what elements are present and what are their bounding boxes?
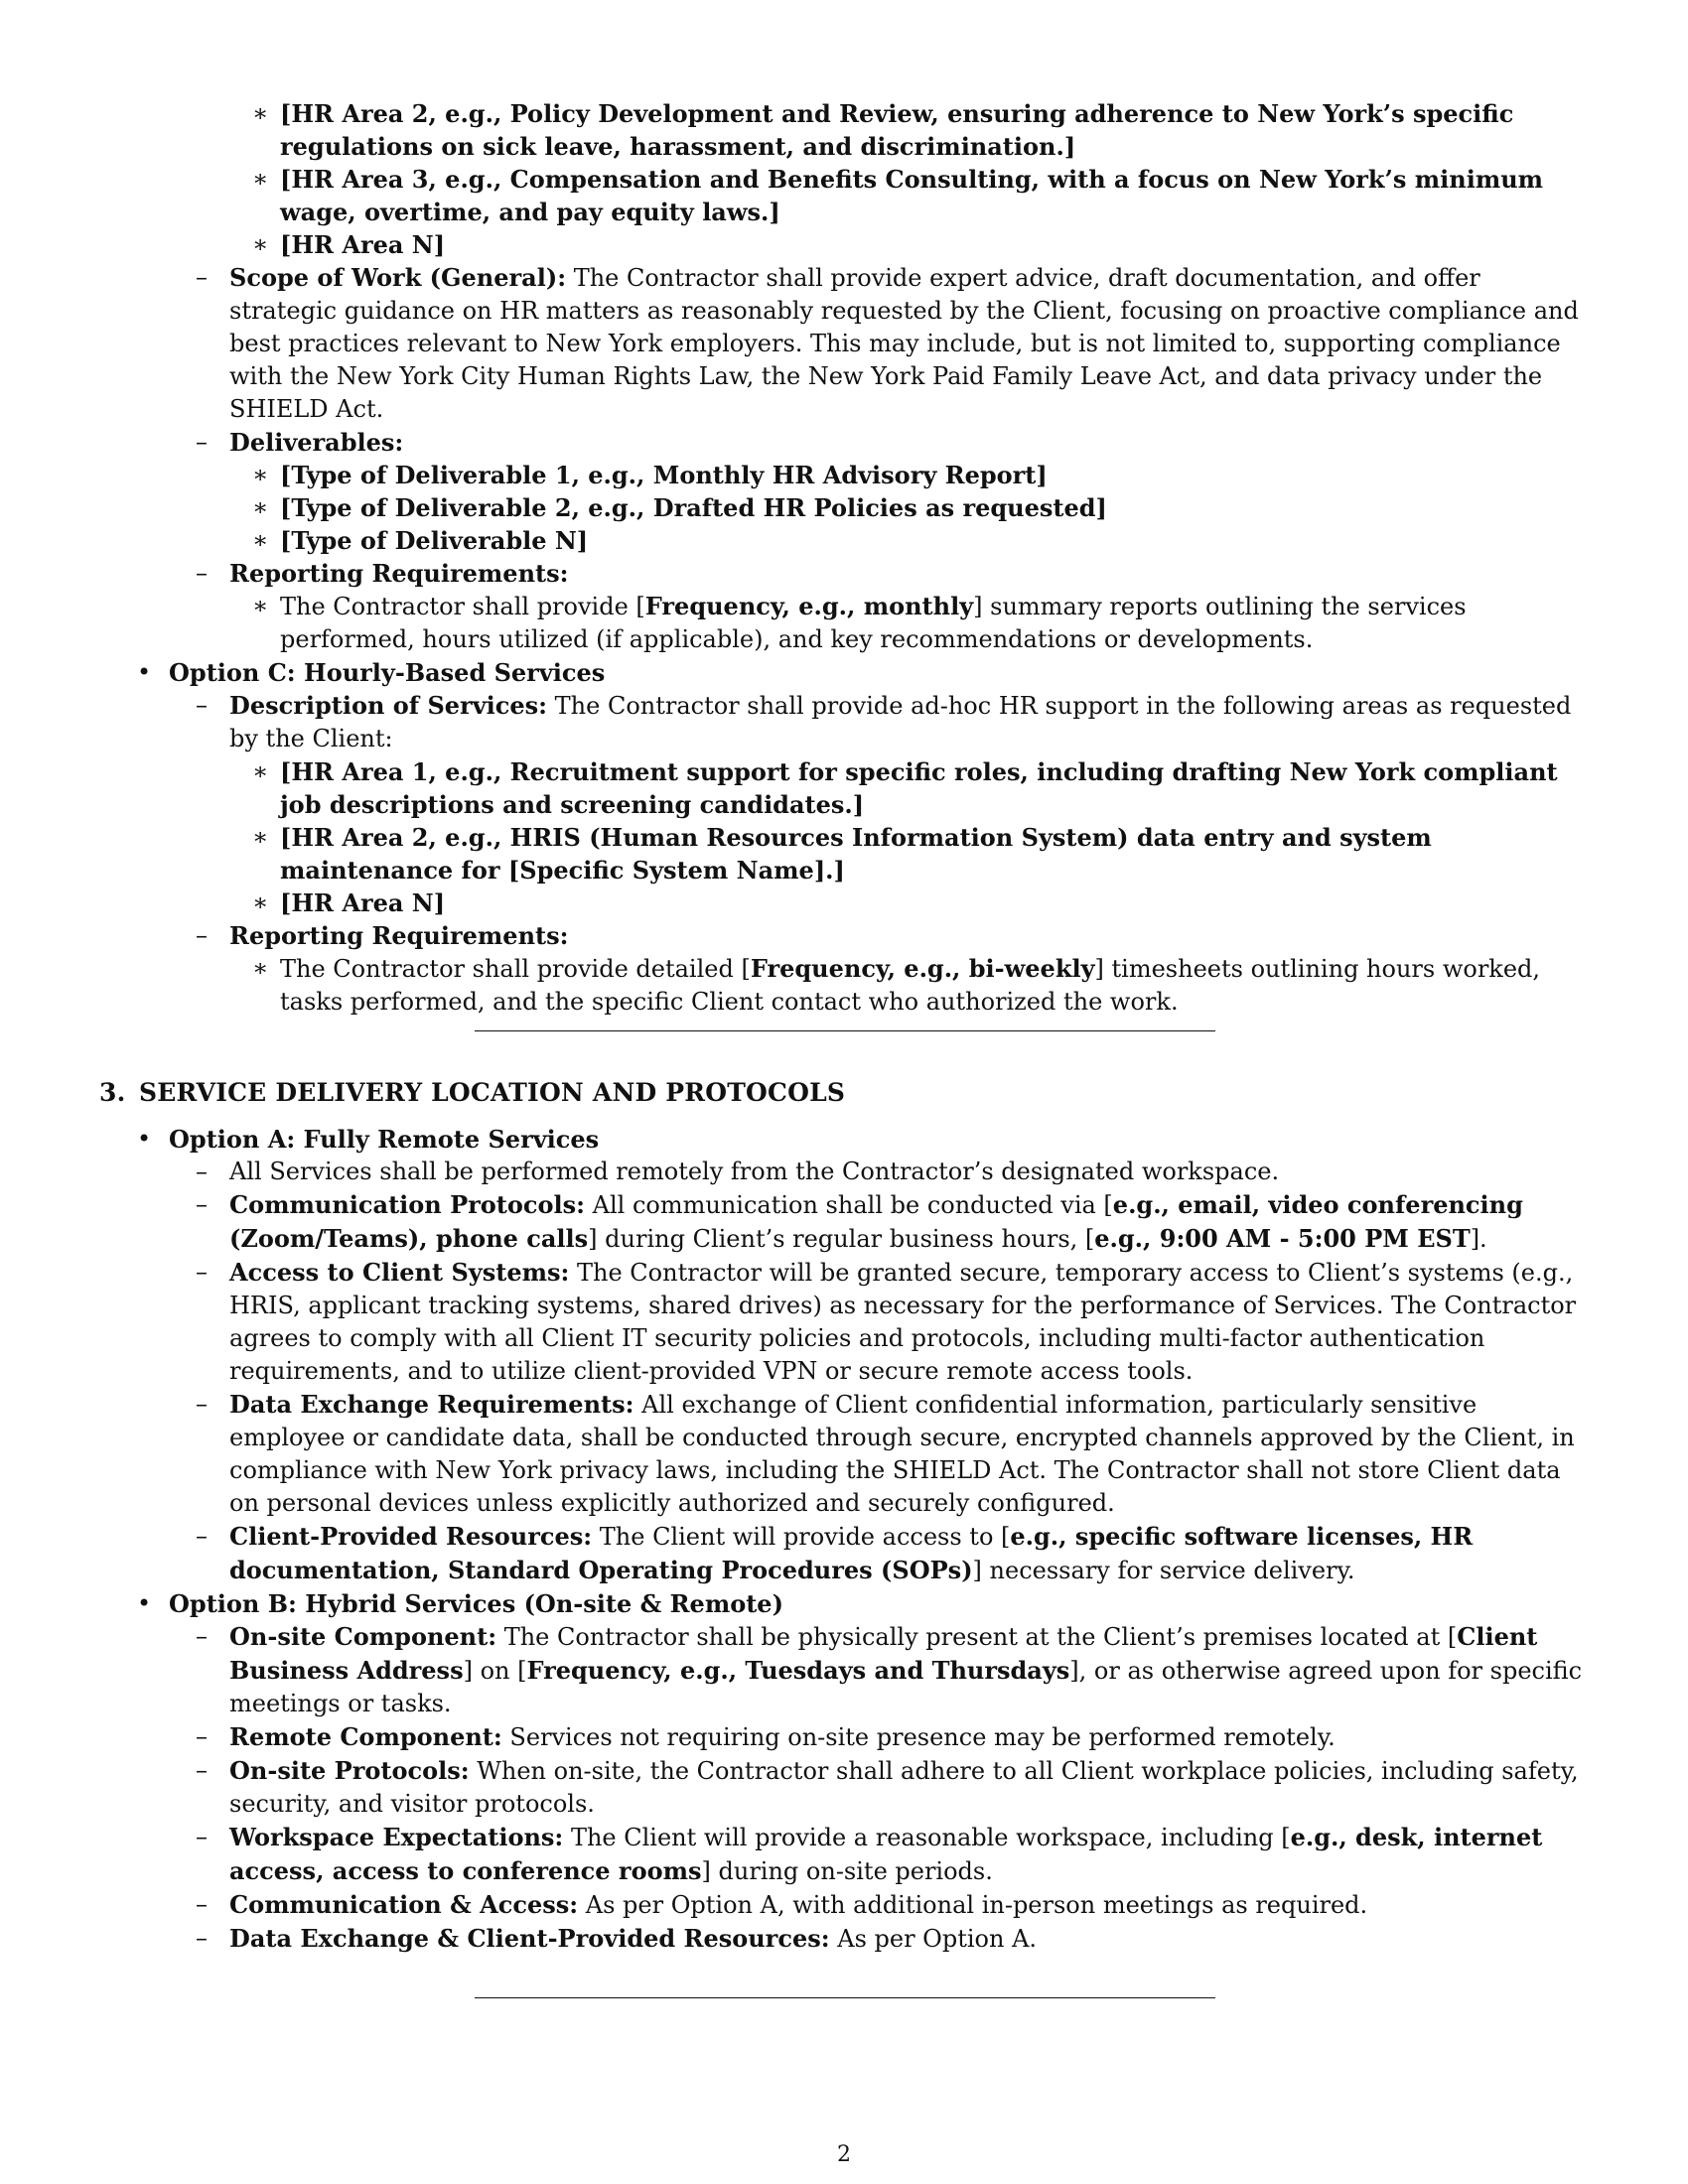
- list-item: ∗ [Type of Deliverable 1, e.g., Monthly HR Advisory Report]: [252, 461, 1048, 489]
- star-bullet-icon: ∗: [252, 888, 269, 916]
- dash-bullet-icon: –: [196, 1158, 208, 1185]
- dash-bullet-icon: –: [196, 1622, 208, 1650]
- list-item: ∗ [Type of Deliverable 2, e.g., Drafted HR Policies as requested]: [252, 493, 1107, 522]
- list-item: ∗ [HR Area 2, e.g., HRIS (Human Resources Information System) data entry and system maintenance for [Specific System Name].]: [252, 823, 1432, 885]
- dash-bullet-icon: –: [196, 1522, 208, 1550]
- section-heading: 3. SERVICE DELIVERY LOCATION AND PROTOCOLS: [99, 1078, 846, 1107]
- list-item: – Reporting Requirements:: [196, 559, 569, 588]
- dash-bullet-icon: –: [196, 1890, 208, 1918]
- page-number: 2: [837, 2142, 851, 2167]
- list-item: – Workspace Expectations: The Client will provide a reasonable workspace, including [e.g., desk, internet access, access to conference rooms] during on-site periods.: [196, 1823, 1543, 1885]
- dash-bullet-icon: –: [196, 428, 208, 456]
- dash-bullet-icon: –: [196, 263, 208, 291]
- horizontal-rule: [475, 1030, 1215, 1031]
- list-item: – Scope of Work (General): The Contractor shall provide expert advice, draft documentation, and offer strategic guidance on HR matters as reasonably requested by the Client, focusing on proactive compliance and best practices relevant to New York employers. This may include, but is not limited to, supporting compliance with the New York City Human Rights Law, the New York Paid Family Leave Act, and data privacy under the SHIELD Act.: [196, 263, 1579, 423]
- list-item: – Description of Services: The Contractor shall provide ad-hoc HR support in the following areas as requested by the Client:: [196, 691, 1572, 752]
- list-item: – Data Exchange Requirements: All exchange of Client confidential information, particularly sensitive employee or candidate data, shall be conducted through secure, encrypted channels approved by the Client, in compliance with New York privacy laws, including the SHIELD Act. The Contractor shall not store Client data on personal devices unless explicitly authorized and securely configured.: [196, 1390, 1575, 1517]
- star-bullet-icon: ∗: [252, 592, 269, 619]
- list-item: – Data Exchange & Client-Provided Resources: As per Option A.: [196, 1924, 1038, 1953]
- list-item: – Remote Component: Services not requiring on-site presence may be performed remotely.: [196, 1722, 1336, 1751]
- dash-bullet-icon: –: [196, 921, 208, 949]
- list-item: – On-site Protocols: When on-site, the Contractor shall adhere to all Client workplace policies, including safety, security, and visitor protocols.: [196, 1756, 1579, 1818]
- dash-bullet-icon: –: [196, 1924, 208, 1952]
- list-item: ∗ [HR Area 2, e.g., Policy Development and Review, ensuring adherence to New York’s specific regulations on sick leave, harassment, and discrimination.]: [252, 99, 1514, 161]
- list-item: – All Services shall be performed remotely from the Contractor’s designated workspace.: [229, 1156, 1589, 1188]
- dash-bullet-icon: –: [196, 1258, 208, 1286]
- dash-bullet-icon: –: [196, 1823, 208, 1850]
- bullet-icon: •: [137, 1589, 152, 1617]
- star-bullet-icon: ∗: [252, 461, 269, 488]
- list-item: ∗ [HR Area N]: [252, 888, 446, 917]
- list-item: – On-site Component: The Contractor shall be physically present at the Client’s premises located at [Client Business Address] on [Frequency, e.g., Tuesdays and Thursdays], or as otherwise agreed upon for specific meetings or tasks.: [196, 1622, 1583, 1717]
- star-bullet-icon: ∗: [252, 99, 269, 127]
- star-bullet-icon: ∗: [252, 526, 269, 554]
- list-item: – Access to Client Systems: The Contractor will be granted secure, temporary access to Client’s systems (e.g., HRIS, applicant tracking systems, shared drives) as necessary for the performance of Services. The Contractor agrees to comply with all Client IT security policies and protocols, including multi-factor authentication requirements, and to utilize client-provided VPN or secure remote access tools.: [196, 1258, 1577, 1385]
- star-bullet-icon: ∗: [252, 757, 269, 785]
- list-item: – Communication Protocols: All communication shall be conducted via [e.g., email, video conferencing (Zoom/Teams), phone calls] during Client’s regular business hours, [e.g., 9:00 AM - 5:00 PM EST].: [196, 1190, 1523, 1253]
- list-item: ∗ [HR Area N]: [252, 230, 446, 259]
- list-item: ∗ The Contractor shall provide detailed [Frequency, e.g., bi-weekly] timesheets outlining hours worked, tasks performed, and the specific Client contact who authorized the work.: [252, 954, 1541, 1016]
- horizontal-rule: [475, 1997, 1215, 1998]
- dash-bullet-icon: –: [196, 1390, 208, 1418]
- star-bullet-icon: ∗: [252, 954, 269, 982]
- list-item: • Option C: Hourly-Based Services: [137, 658, 606, 687]
- dash-bullet-icon: –: [196, 1190, 208, 1218]
- star-bullet-icon: ∗: [252, 823, 269, 851]
- bullet-icon: •: [137, 658, 152, 686]
- section-3: [99, 1076, 1589, 1956]
- list-item: • Option B: Hybrid Services (On-site & Remote): [137, 1589, 783, 1618]
- list-item: ∗ [Type of Deliverable N]: [252, 526, 589, 555]
- star-bullet-icon: ∗: [252, 230, 269, 258]
- dash-bullet-icon: –: [196, 1722, 208, 1750]
- list-item: – Deliverables:: [196, 428, 404, 457]
- dash-bullet-icon: –: [196, 559, 208, 587]
- bullet-icon: •: [137, 1125, 152, 1153]
- list-item: ∗ [HR Area 3, e.g., Compensation and Benefits Consulting, with a focus on New York’s minimum wage, overtime, and pay equity laws.]: [252, 165, 1544, 226]
- list-item: ∗ The Contractor shall provide [Frequency, e.g., monthly] summary reports outlining the services performed, hours utilized (if applicable), and key recommendations or developments.: [252, 592, 1467, 653]
- list-item: – Reporting Requirements:: [196, 921, 569, 950]
- star-bullet-icon: ∗: [252, 493, 269, 521]
- list-item: – Communication & Access: As per Option A, with additional in-person meetings as required.: [196, 1890, 1368, 1919]
- list-item: – Client-Provided Resources: The Client will provide access to [e.g., specific software licenses, HR documentation, Standard Operating Procedures (SOPs)] necessary for service delivery.: [196, 1522, 1474, 1584]
- star-bullet-icon: ∗: [252, 165, 269, 193]
- dash-bullet-icon: –: [196, 691, 208, 719]
- list-item: ∗ [HR Area 1, e.g., Recruitment support for specific roles, including drafting New York compliant job descriptions and screening candidates.]: [252, 757, 1558, 819]
- dash-bullet-icon: –: [196, 1756, 208, 1784]
- page-content: [99, 97, 1589, 1019]
- list-item: • Option A: Fully Remote Services: [137, 1125, 600, 1154]
